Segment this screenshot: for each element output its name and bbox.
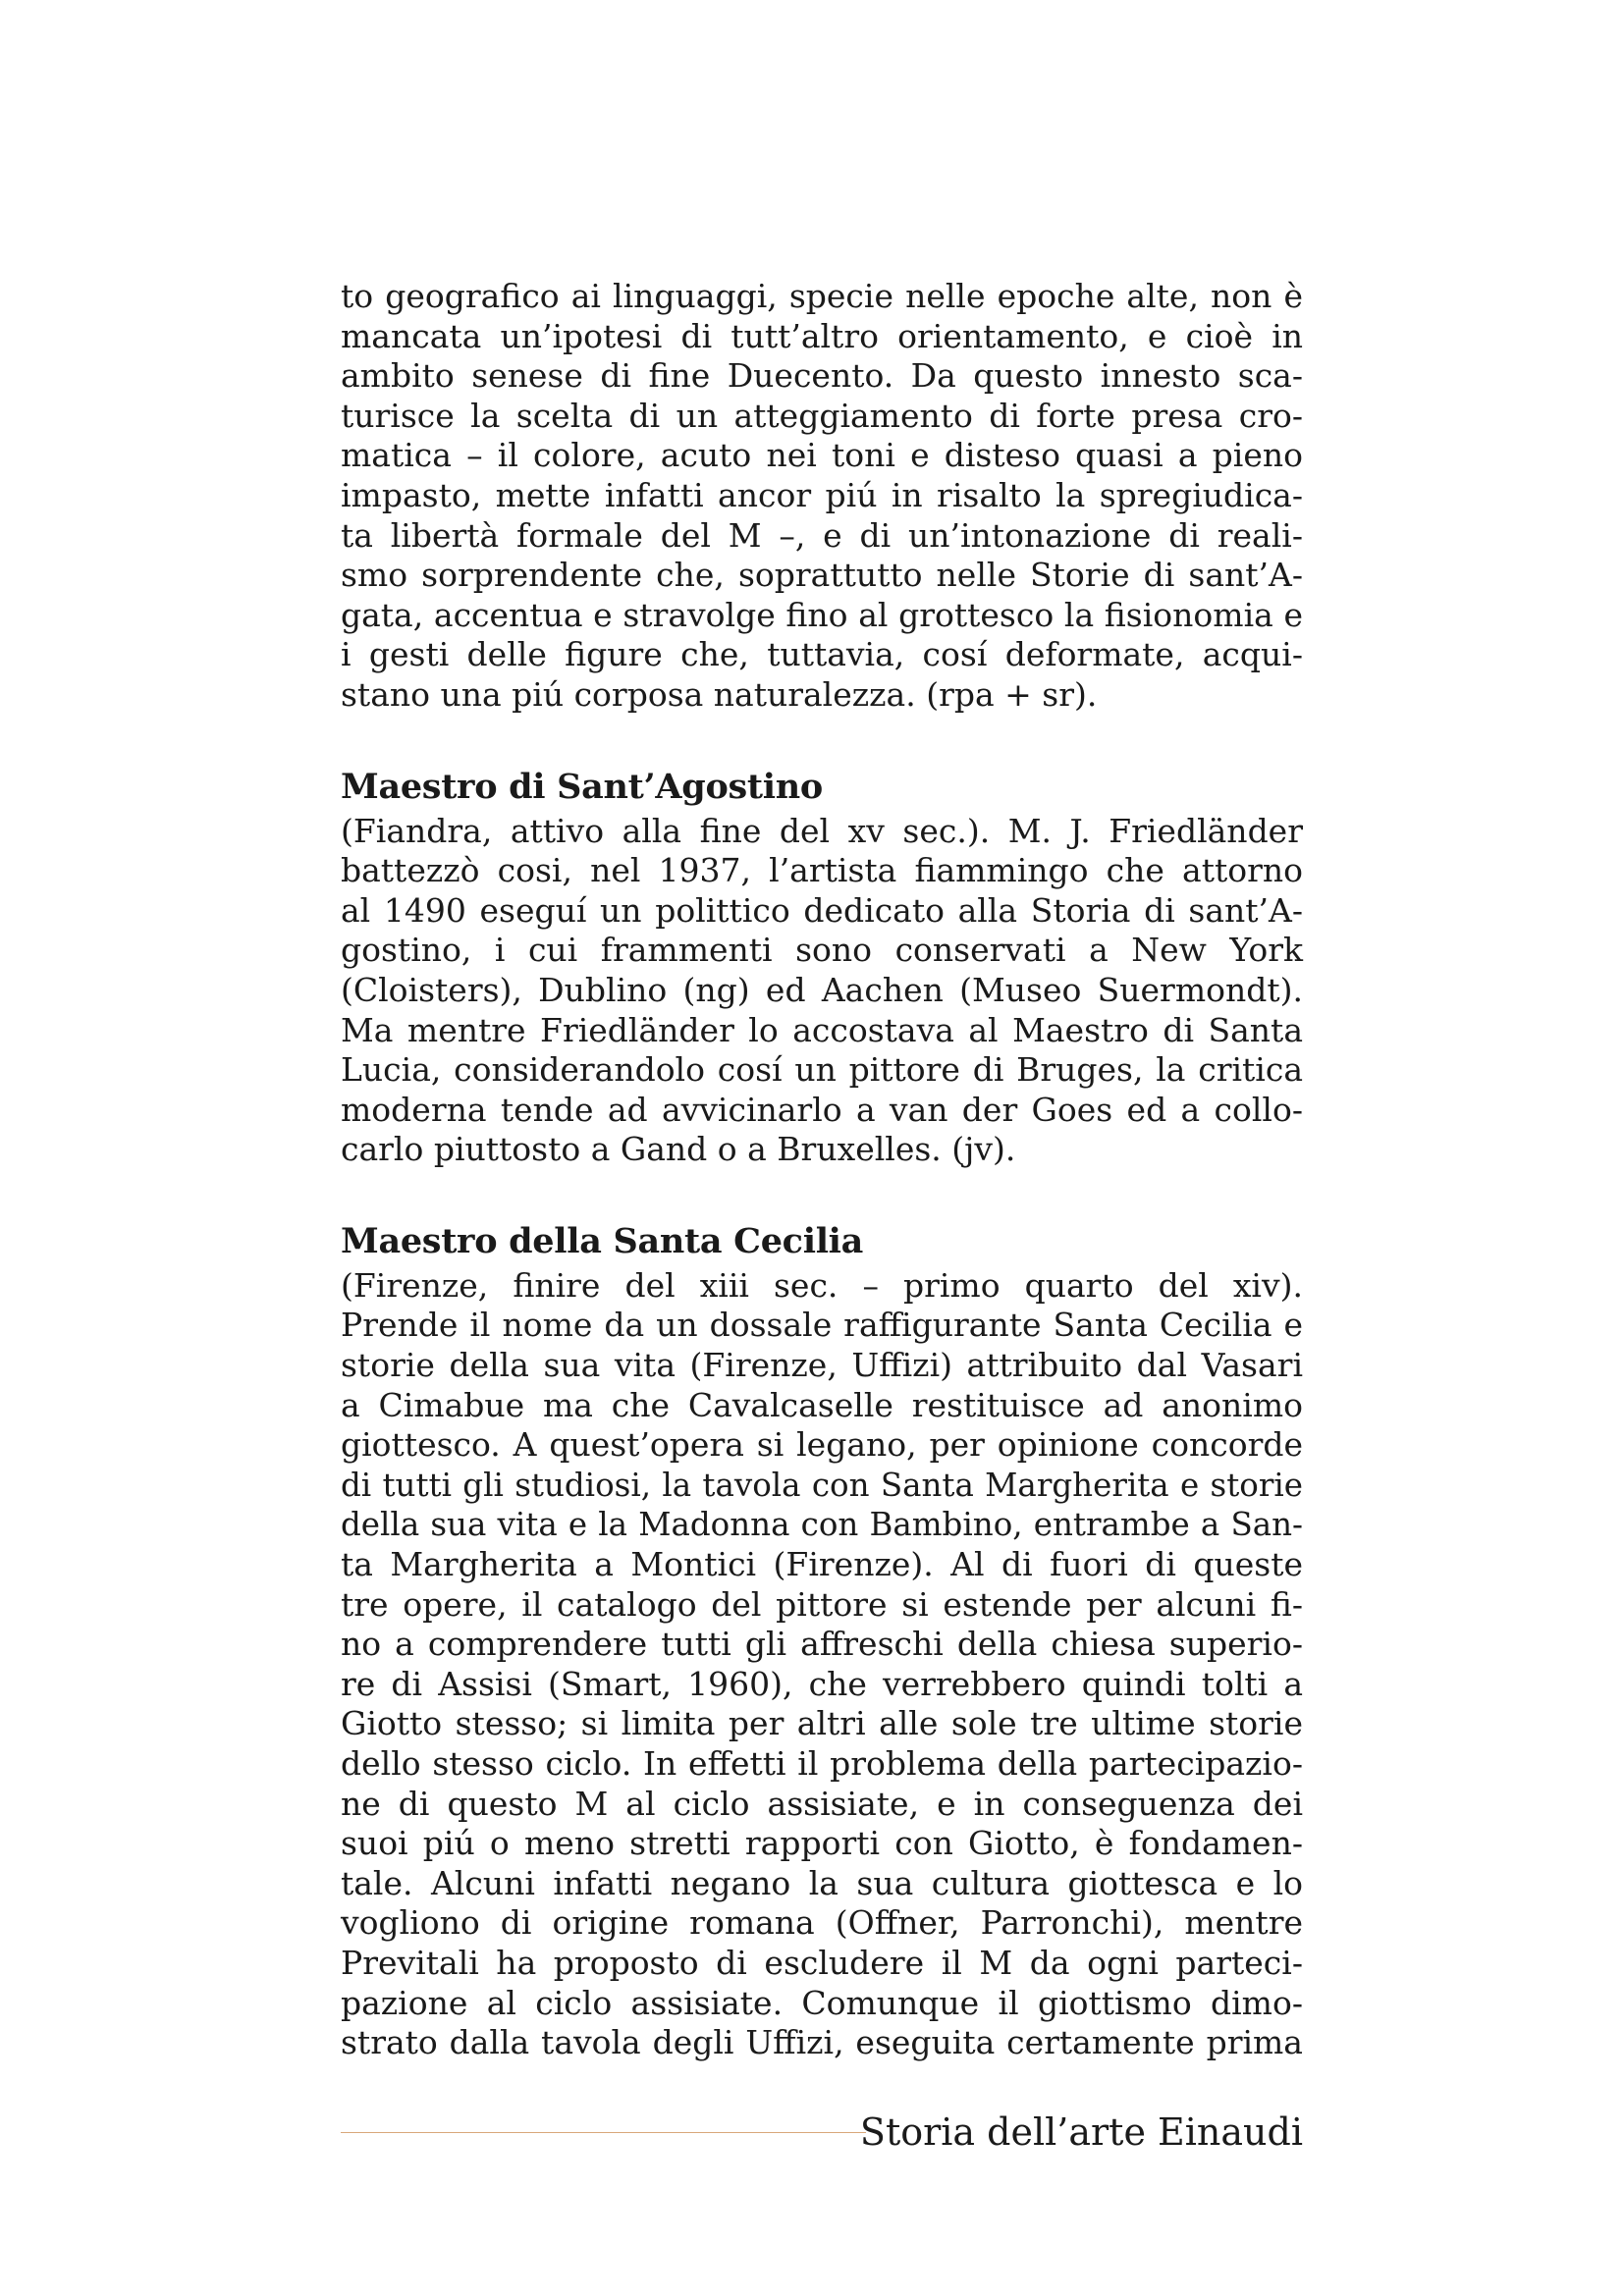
text-line: storie della sua vita (Firenze, Uffizi) attribuito dal Vasari: [341, 1346, 1303, 1385]
entry-heading: Maestro di Sant’Agostino: [341, 766, 823, 807]
text-line: ta Margherita a Montici (Firenze). Al di fuori di queste: [341, 1545, 1303, 1584]
text-line: i gesti delle figure che, tuttavia, cosí deformate, acqui-: [341, 635, 1303, 674]
text-line: to geografico ai linguaggi, specie nelle epoche alte, non è: [341, 277, 1303, 315]
text-line: Giotto stesso; si limita per altri alle sole tre ultime storie: [341, 1704, 1303, 1743]
text-line: stano una piú corposa naturalezza. (rpa + sr).: [341, 674, 1098, 714]
text-line: (Cloisters), Dublino (ng) ed Aachen (Museo Suermondt).: [341, 970, 1303, 1009]
footer-rule: [341, 2132, 866, 2133]
text-line: re di Assisi (Smart, 1960), che verrebbero quindi tolti a: [341, 1664, 1303, 1703]
text-line: (Firenze, finire del xiii sec. – primo quarto del xiv).: [341, 1265, 1303, 1305]
text-line: strato dalla tavola degli Uffizi, eseguita certamente prima: [341, 2023, 1303, 2062]
text-line: smo sorprendente che, soprattutto nelle Storie di sant’A-: [341, 556, 1303, 595]
text-line: ambito senese di fine Duecento. Da questo innesto sca-: [341, 356, 1303, 396]
text-line: no a comprendere tutti gli affreschi della chiesa superio-: [341, 1625, 1303, 1664]
text-line: (Fiandra, attivo alla fine del xv sec.). M. J. Friedländer: [341, 811, 1303, 850]
entry-maestro-di-sant-agostino: [341, 765, 1303, 1170]
page-body: [341, 277, 1303, 2063]
text-line: ne di questo M al ciclo assisiate, e in conseguenza dei: [341, 1784, 1303, 1823]
text-line: ta libertà formale del M –, e di un’intonazione di reali-: [341, 515, 1303, 555]
text-line: gostino, i cui frammenti sono conservati a New York: [341, 931, 1303, 970]
text-line: suoi piú o meno stretti rapporti con Giotto, è fondamen-: [341, 1824, 1303, 1863]
text-line: giottesco. A quest’opera si legano, per opinione concorde: [341, 1425, 1303, 1465]
text-line: turisce la scelta di un atteggiamento di forte presa cro-: [341, 396, 1303, 435]
text-line: carlo piuttosto a Gand o a Bruxelles. (jv).: [341, 1130, 1016, 1169]
footer-title: Storia dell’arte Einaudi: [859, 2110, 1303, 2154]
text-line: battezzò cosi, nel 1937, l’artista fiammingo che attorno: [341, 851, 1303, 890]
text-line: impasto, mette infatti ancor piú in risalto la spregiudica-: [341, 475, 1303, 514]
text-line: moderna tende ad avvicinarlo a van der Goes ed a collo-: [341, 1090, 1303, 1129]
text-line: mancata un’ipotesi di tutt’altro orientamento, e cioè in: [341, 316, 1303, 355]
text-line: matica – il colore, acuto nei toni e disteso quasi a pieno: [341, 436, 1303, 475]
text-line: al 1490 eseguí un polittico dedicato alla Storia di sant’A-: [341, 890, 1303, 930]
text-line: tre opere, il catalogo del pittore si estende per alcuni fi-: [341, 1584, 1303, 1624]
text-line: di tutti gli studiosi, la tavola con Santa Margherita e storie: [341, 1466, 1303, 1504]
text-line: della sua vita e la Madonna con Bambino, entrambe a San-: [341, 1506, 1303, 1544]
text-line: vogliono di origine romana (Offner, Parronchi), mentre: [341, 1903, 1303, 1943]
text-line: dello stesso ciclo. In effetti il problema della partecipazio-: [341, 1744, 1303, 1783]
text-line: Previtali ha proposto di escludere il M da ogni parteci-: [341, 1943, 1303, 1982]
text-line: Ma mentre Friedländer lo accostava al Maestro di Santa: [341, 1010, 1303, 1049]
text-line: a Cimabue ma che Cavalcaselle restituisce ad anonimo: [341, 1385, 1303, 1424]
section-continuation: [341, 277, 1303, 716]
entry-maestro-della-santa-cecilia: [341, 1219, 1303, 2063]
text-line: Prende il nome da un dossale raffigurante Santa Cecilia e: [341, 1306, 1303, 1345]
entry-heading: Maestro della Santa Cecilia: [341, 1220, 864, 1261]
text-line: Lucia, considerandolo cosí un pittore di Bruges, la critica: [341, 1050, 1303, 1090]
text-line: gata, accentua e stravolge fino al grottesco la fisionomia e: [341, 595, 1303, 634]
page-footer: [341, 2109, 1303, 2156]
text-line: pazione al ciclo assisiate. Comunque il giottismo dimo-: [341, 1983, 1303, 2022]
text-line: tale. Alcuni infatti negano la sua cultura giottesca e lo: [341, 1863, 1303, 1902]
